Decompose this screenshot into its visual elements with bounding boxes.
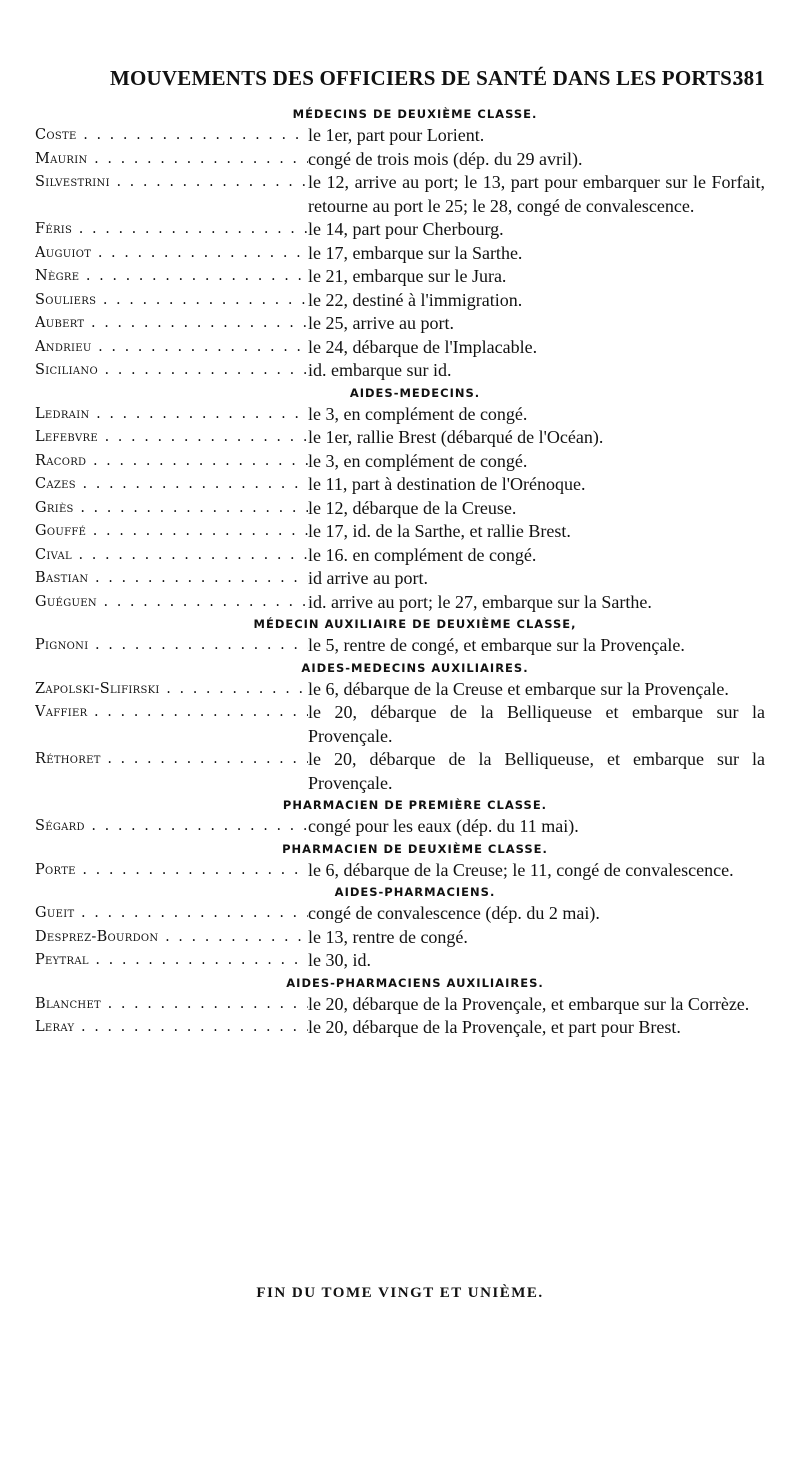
running-title: MOUVEMENTS DES OFFICIERS DE SANTÉ DANS LES PORTS. [110,66,738,90]
movement-text: le 3, en complément de congé. [308,403,528,424]
movement-text: le 20, débarque de la Belliqueuse, et embarque sur la Provençale. [308,749,765,793]
section-heading: AIDES-MEDECINS AUXILIAIRES. [301,660,529,675]
officer-name: Féris . . . [35,218,308,242]
officer-name: Maurin . . . [35,148,308,172]
movement-text: congé de convalescence (dép. du 2 mai). [308,903,600,923]
entry-row [35,497,765,521]
movement-text: le 16. en complément de congé. [308,544,537,565]
entry-row [35,403,765,427]
officer-name: Andrieu . . . [35,336,308,360]
movement-text: le 11, part à destination de l'Orénoque. [308,474,586,494]
officer-name: Vaffier . . . [35,701,308,748]
officer-name: Zapolski-Slifirski . . . [35,678,308,702]
officer-name: Souliers . . . [35,289,308,313]
officer-name: Leray . . . [35,1016,308,1040]
movement-text: le 12, arrive au port; le 13, part pour embarquer sur le Forfait, retourne au port le 25; le 28, congé de convalescence. [308,172,765,216]
movement-text: le 5, rentre de congé, et embarque sur la Provençale. [308,635,685,655]
officer-name: Pignoni . . . [35,634,308,658]
officer-name: Peytral . . . [35,949,308,973]
entry-row [35,426,765,450]
movement-list [35,104,765,1040]
entry-row [35,1016,765,1040]
officer-name: Auguiot . . . [35,242,308,266]
officer-name: Cazes . . . [35,473,308,497]
officer-name: Lefebvre . . . [35,426,308,450]
movement-text: le 1er, part pour Lorient. [308,125,485,145]
entry-row [35,701,765,748]
movement-text: le 17, id. de la Sarthe, et rallie Brest. [308,521,571,541]
officer-name: Desprez-Bourdon . . . [35,926,308,950]
officer-name: Ledrain . . . [35,403,308,427]
officer-name: Gouffé . . . [35,520,308,544]
entry-row [35,859,765,883]
movement-text: id. embarque sur id. [308,360,452,380]
officer-name: Racord . . . [35,450,308,474]
movement-text: le 14, part pour Cherbourg. [308,219,504,239]
movement-text: le 13, rentre de congé. [308,926,468,947]
entry-row [35,949,765,973]
officer-name: Porte . . . [35,859,308,883]
entry-row [35,567,765,591]
movement-text: le 25, arrive au port. [308,313,454,333]
page-number: 381 [732,66,765,90]
movement-text: le 30, id. [308,950,371,970]
officer-name: Ségard . . . [35,815,308,839]
entry-row [35,591,765,615]
entry-row [35,289,765,313]
entry-row [35,450,765,474]
entry-row [35,926,765,950]
entry-row [35,993,765,1017]
entry-row [35,336,765,360]
section-heading: PHARMACIEN DE DEUXIÈME CLASSE. [282,841,548,856]
movement-text: le 3, en complément de congé. [308,450,528,471]
movement-text: congé pour les eaux (dép. du 11 mai). [308,816,579,836]
movement-text: le 20, débarque de la Provençale, et embarque sur la Corrèze. [308,993,750,1014]
movement-text: le 20, débarque de la Provençale, et part pour Brest. [308,1017,681,1037]
movement-text: le 12, débarque de la Creuse. [308,497,517,518]
officer-name: Gueit . . . [35,902,308,926]
movement-text: le 22, destiné à l'immigration. [308,289,523,310]
entry-row [35,634,765,658]
movement-text: le 24, débarque de l'Implacable. [308,336,538,357]
officer-name: Bastian . . . [35,567,308,591]
entry-row [35,544,765,568]
entry-row [35,678,765,702]
movement-text: le 6, débarque de la Creuse; le 11, congé de convalescence. [308,859,734,880]
movement-text: le 6, débarque de la Creuse et embarque sur la Provençale. [308,678,729,699]
section-heading: PHARMACIEN DE PREMIÈRE CLASSE. [282,798,548,812]
end-of-volume-note: FIN DU TOME VINGT ET UNIÈME. [256,1285,544,1301]
entry-row [35,815,765,839]
entry-row [35,242,765,266]
officer-name: Aubert . . . [35,312,308,336]
section-heading: AIDES-MEDECINS. [349,385,481,400]
movement-text: le 1er, rallie Brest (débarqué de l'Océan). [308,427,604,447]
entry-row [35,902,765,926]
entry-row [35,265,765,289]
entry-row [35,218,765,242]
section-heading: MÉDECIN AUXILIAIRE DE DEUXIÈME CLASSE, [253,617,577,631]
movement-text: id. arrive au port; le 27, embarque sur la Sarthe. [308,591,652,612]
entry-row [35,148,765,172]
officer-name: Réthoret . . . [35,748,308,795]
entry-row [35,171,765,218]
officer-name: Siciliano . . . [35,359,308,383]
officer-name: Silvestrini . . . [35,171,308,218]
entry-row [35,473,765,497]
entry-row [35,124,765,148]
section-heading: MÉDECINS DE DEUXIÈME CLASSE. [292,107,538,121]
officer-name: Guéguen . . . [35,591,308,615]
movement-text: le 17, embarque sur la Sarthe. [308,242,523,263]
entry-row [35,748,765,795]
officer-name: Griès . . . [35,497,308,521]
entry-row [35,312,765,336]
officer-name: Cival . . . [35,544,308,568]
entry-row [35,359,765,383]
officer-name: Blanchet . . . [35,993,308,1017]
section-heading: AIDES-PHARMACIENS AUXILIAIRES. [286,975,544,990]
officer-name: Coste . . . [35,124,308,148]
officer-name: Nègre . . . [35,265,308,289]
page-header [90,66,765,96]
entry-row [35,520,765,544]
section-heading: AIDES-PHARMACIENS. [334,885,496,899]
movement-text: congé de trois mois (dép. du 29 avril). [308,148,583,169]
movement-text: le 20, débarque de la Belliqueuse et embarque sur la Provençale. [308,702,765,746]
movement-text: id arrive au port. [308,568,428,588]
movement-text: le 21, embarque sur le Jura. [308,266,507,286]
